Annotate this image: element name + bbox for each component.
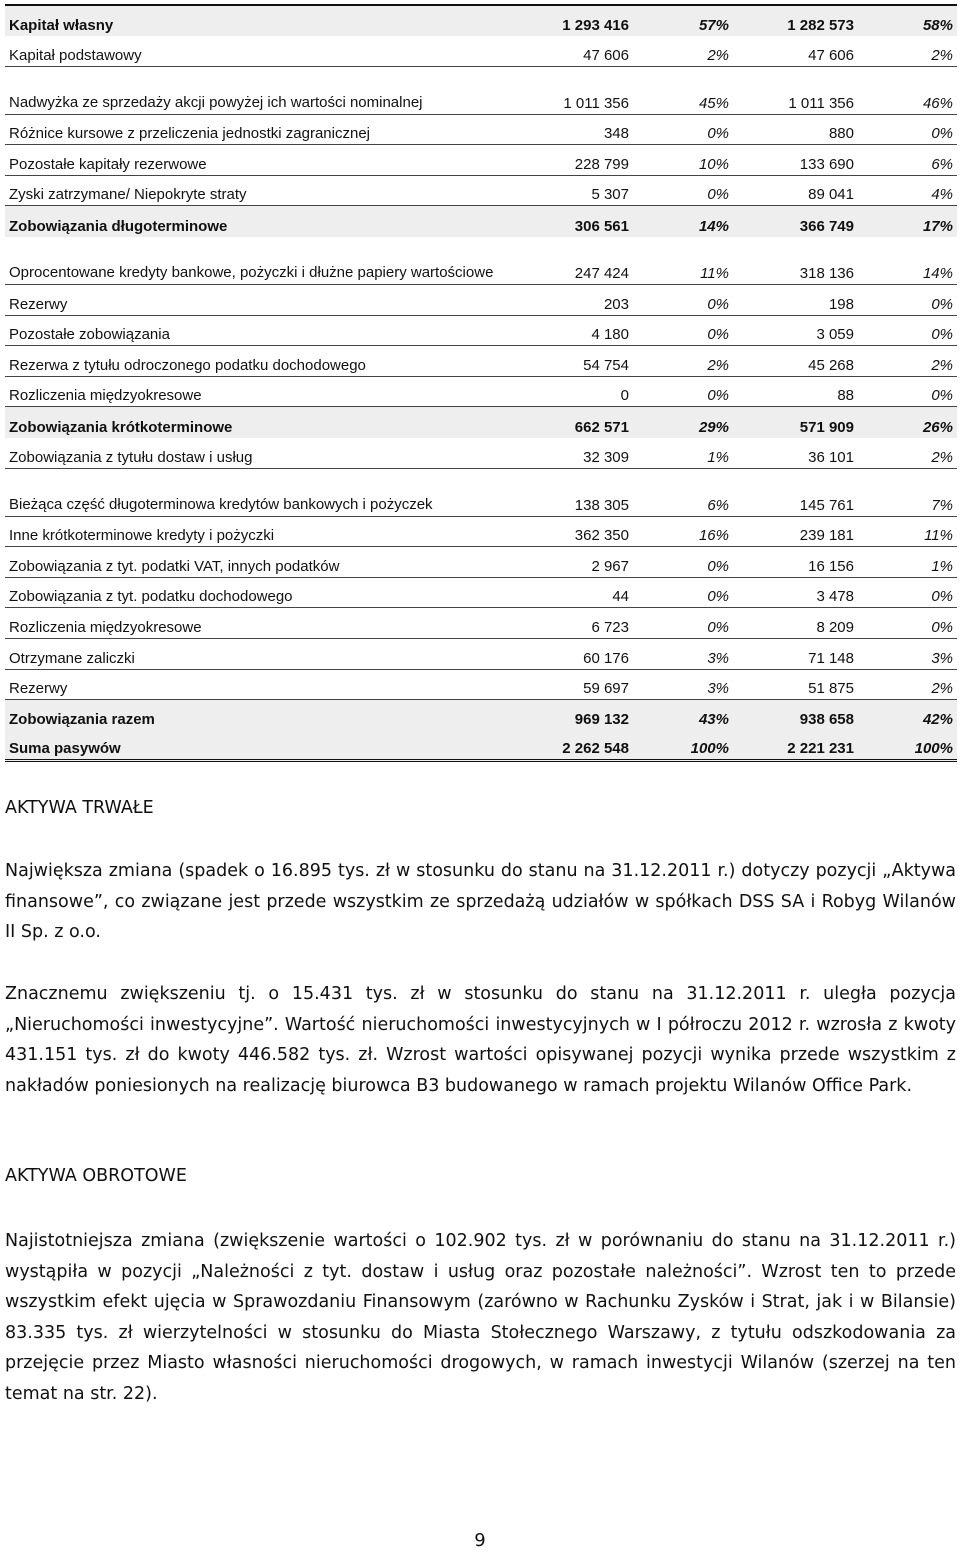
value-2011: 145 761	[733, 468, 858, 516]
share-2012: 2%	[633, 346, 733, 377]
share-2012: 0%	[633, 577, 733, 608]
table-row	[5, 730, 957, 761]
table-row	[5, 700, 957, 731]
share-2011: 2%	[858, 36, 957, 67]
table-row	[5, 438, 957, 469]
value-2012: 0	[505, 376, 633, 407]
table-row	[5, 639, 957, 670]
share-2012: 1%	[633, 438, 733, 469]
share-2012: 3%	[633, 669, 733, 700]
share-2011: 3%	[858, 639, 957, 670]
row-label: Nadwyżka ze sprzedaży akcji powyżej ich wartości nominalnej	[5, 66, 505, 114]
row-label: Rezerwy	[5, 669, 505, 700]
liabilities-table	[5, 4, 957, 762]
fixed-assets-paragraph-2: Znacznemu zwiększeniu tj. o 15.431 tys. zł w stosunku do stanu na 31.12.2011 r. uległa pozycja „Nieruchomości inwestycyjne”. Wartość nieruchomości inwestycyjnych w I półroczu 2012 r. wzrosła z kwoty 431.151 tys. zł do kwoty 446.582 tys. zł. Wzrost wartości opisywanej pozycji wynika przede wszystkim z nakładów poniesionych na realizację biurowca B3 budowanego w ramach projektu Wilanów Office Park.	[5, 984, 956, 1096]
share-2011: 2%	[858, 438, 957, 469]
current-assets-heading: AKTYWA OBROTOWE	[5, 1166, 187, 1186]
share-2011: 14%	[858, 237, 957, 285]
row-label: Bieżąca część długoterminowa kredytów bankowych i pożyczek	[5, 468, 505, 516]
value-2011: 16 156	[733, 547, 858, 578]
row-label: Rozliczenia międzyokresowe	[5, 376, 505, 407]
row-label: Różnice kursowe z przeliczenia jednostki zagranicznej	[5, 114, 505, 145]
share-2011: 7%	[858, 468, 957, 516]
table-row	[5, 608, 957, 639]
value-2012: 32 309	[505, 438, 633, 469]
table-row	[5, 237, 957, 285]
table-row	[5, 36, 957, 67]
table-row	[5, 547, 957, 578]
share-2012: 0%	[633, 608, 733, 639]
value-2012: 662 571	[505, 407, 633, 438]
table-row	[5, 315, 957, 346]
share-2011: 26%	[858, 407, 957, 438]
table-row	[5, 516, 957, 547]
value-2012: 2 967	[505, 547, 633, 578]
value-2012: 247 424	[505, 237, 633, 285]
share-2011: 0%	[858, 114, 957, 145]
share-2012: 11%	[633, 237, 733, 285]
value-2012: 228 799	[505, 145, 633, 176]
value-2011: 47 606	[733, 36, 858, 67]
value-2012: 47 606	[505, 36, 633, 67]
share-2012: 10%	[633, 145, 733, 176]
value-2011: 3 059	[733, 315, 858, 346]
share-2011: 2%	[858, 669, 957, 700]
share-2012: 0%	[633, 376, 733, 407]
share-2012: 45%	[633, 66, 733, 114]
value-2011: 88	[733, 376, 858, 407]
share-2011: 0%	[858, 285, 957, 316]
share-2012: 16%	[633, 516, 733, 547]
value-2012: 59 697	[505, 669, 633, 700]
row-label: Suma pasywów	[5, 730, 505, 761]
share-2011: 58%	[858, 5, 957, 36]
value-2011: 198	[733, 285, 858, 316]
share-2011: 100%	[858, 730, 957, 761]
value-2011: 938 658	[733, 700, 858, 731]
row-label: Oprocentowane kredyty bankowe, pożyczki i dłużne papiery wartościowe	[5, 237, 505, 285]
value-2012: 5 307	[505, 175, 633, 206]
value-2012: 362 350	[505, 516, 633, 547]
table-row	[5, 346, 957, 377]
value-2012: 203	[505, 285, 633, 316]
current-assets-paragraph-1: Najistotniejsza zmiana (zwiększenie wartości o 102.902 tys. zł w porównaniu do stanu na 31.12.2011 r.) wystąpiła w pozycji „Należności z tyt. dostaw i usług oraz pozostałe należności”. Wzrost ten to przede wszystkim efekt ujęcia w Sprawozdaniu Finansowym (zarówno w Rachunku Zysków i Strat, jak i w Bilansie) 83.335 tys. zł wierzytelności w stosunku do Miasta Stołecznego Warszawy, z tytułu odszkodowania za przejęcie przez Miasto własności nieruchomości drogowych, w ramach inwestycji Wilanów (szerzej na ten temat na str. 22).	[5, 1231, 956, 1404]
table-row	[5, 669, 957, 700]
share-2011: 6%	[858, 145, 957, 176]
share-2012: 0%	[633, 315, 733, 346]
table-row	[5, 175, 957, 206]
share-2012: 14%	[633, 206, 733, 237]
table-row	[5, 206, 957, 237]
value-2011: 366 749	[733, 206, 858, 237]
value-2012: 54 754	[505, 346, 633, 377]
value-2011: 51 875	[733, 669, 858, 700]
row-label: Zobowiązania z tyt. podatku dochodowego	[5, 577, 505, 608]
share-2012: 3%	[633, 639, 733, 670]
table-row	[5, 407, 957, 438]
value-2012: 306 561	[505, 206, 633, 237]
row-label: Zobowiązania z tytułu dostaw i usług	[5, 438, 505, 469]
value-2011: 8 209	[733, 608, 858, 639]
fixed-assets-paragraph-1: Największa zmiana (spadek o 16.895 tys. zł w stosunku do stanu na 31.12.2011 r.) dotyczy pozycji „Aktywa finansowe”, co związane jest przede wszystkim ze sprzedażą udziałów w spółkach DSS SA i Robyg Wilanów II Sp. z o.o.	[5, 861, 956, 943]
value-2012: 60 176	[505, 639, 633, 670]
row-label: Kapitał własny	[5, 5, 505, 36]
row-label: Zobowiązania krótkoterminowe	[5, 407, 505, 438]
row-label: Zyski zatrzymane/ Niepokryte straty	[5, 175, 505, 206]
share-2011: 0%	[858, 315, 957, 346]
table-row	[5, 66, 957, 114]
value-2011: 36 101	[733, 438, 858, 469]
value-2012: 348	[505, 114, 633, 145]
table-row	[5, 114, 957, 145]
value-2011: 3 478	[733, 577, 858, 608]
value-2012: 2 262 548	[505, 730, 633, 761]
row-label: Rezerwy	[5, 285, 505, 316]
share-2012: 0%	[633, 114, 733, 145]
value-2012: 969 132	[505, 700, 633, 731]
share-2012: 0%	[633, 285, 733, 316]
share-2012: 100%	[633, 730, 733, 761]
share-2011: 0%	[858, 577, 957, 608]
value-2011: 71 148	[733, 639, 858, 670]
liabilities-table-body	[5, 5, 957, 761]
value-2011: 2 221 231	[733, 730, 858, 761]
value-2011: 1 011 356	[733, 66, 858, 114]
value-2011: 45 268	[733, 346, 858, 377]
value-2012: 44	[505, 577, 633, 608]
value-2012: 138 305	[505, 468, 633, 516]
row-label: Pozostałe zobowiązania	[5, 315, 505, 346]
value-2011: 318 136	[733, 237, 858, 285]
row-label: Otrzymane zaliczki	[5, 639, 505, 670]
row-label: Zobowiązania długoterminowe	[5, 206, 505, 237]
share-2012: 6%	[633, 468, 733, 516]
share-2011: 17%	[858, 206, 957, 237]
value-2012: 1 293 416	[505, 5, 633, 36]
table-row	[5, 577, 957, 608]
table-row	[5, 468, 957, 516]
share-2012: 0%	[633, 175, 733, 206]
row-label: Zobowiązania razem	[5, 700, 505, 731]
row-label: Zobowiązania z tyt. podatki VAT, innych podatków	[5, 547, 505, 578]
balance-sheet-table-container	[5, 4, 957, 762]
share-2011: 0%	[858, 376, 957, 407]
value-2011: 571 909	[733, 407, 858, 438]
value-2011: 1 282 573	[733, 5, 858, 36]
fixed-assets-heading: AKTYWA TRWAŁE	[5, 798, 154, 818]
value-2011: 239 181	[733, 516, 858, 547]
value-2011: 880	[733, 114, 858, 145]
share-2012: 43%	[633, 700, 733, 731]
table-row	[5, 145, 957, 176]
table-row	[5, 285, 957, 316]
row-label: Rezerwa z tytułu odroczonego podatku dochodowego	[5, 346, 505, 377]
share-2011: 42%	[858, 700, 957, 731]
value-2011: 89 041	[733, 175, 858, 206]
value-2012: 1 011 356	[505, 66, 633, 114]
share-2011: 1%	[858, 547, 957, 578]
share-2012: 57%	[633, 5, 733, 36]
share-2011: 2%	[858, 346, 957, 377]
share-2012: 2%	[633, 36, 733, 67]
row-label: Kapitał podstawowy	[5, 36, 505, 67]
row-label: Inne krótkoterminowe kredyty i pożyczki	[5, 516, 505, 547]
row-label: Pozostałe kapitały rezerwowe	[5, 145, 505, 176]
share-2012: 29%	[633, 407, 733, 438]
share-2011: 4%	[858, 175, 957, 206]
share-2011: 11%	[858, 516, 957, 547]
table-row	[5, 5, 957, 36]
row-label: Rozliczenia międzyokresowe	[5, 608, 505, 639]
share-2011: 0%	[858, 608, 957, 639]
value-2012: 4 180	[505, 315, 633, 346]
share-2011: 46%	[858, 66, 957, 114]
share-2012: 0%	[633, 547, 733, 578]
table-row	[5, 376, 957, 407]
value-2012: 6 723	[505, 608, 633, 639]
page-number: 9	[474, 1530, 486, 1551]
value-2011: 133 690	[733, 145, 858, 176]
